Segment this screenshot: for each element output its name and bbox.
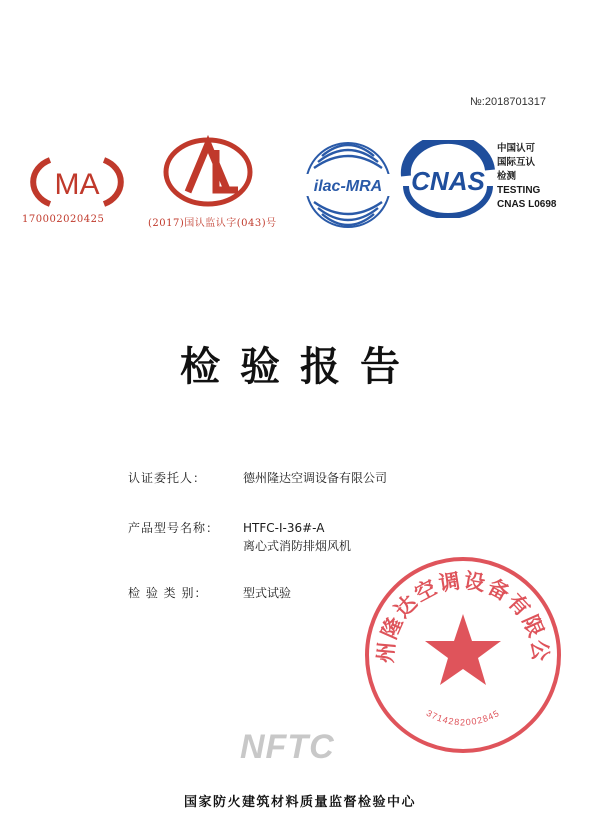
nftc-watermark: NFTC — [240, 728, 335, 766]
product-label: 产品型号名称： — [128, 521, 220, 535]
product-field — [128, 519, 351, 555]
inspection-type-field — [128, 584, 291, 601]
cnas-logo — [398, 140, 498, 218]
product-value — [243, 519, 351, 555]
client-value: 德州隆达空调设备有限公司 — [243, 471, 388, 485]
inspection-type-value: 型式试验 — [243, 586, 292, 600]
cma-logo — [30, 150, 124, 212]
cal-number: (2017)国认监认字(043)号 — [148, 218, 277, 229]
cnas-line-1: 中国认可 — [497, 143, 536, 154]
client-label: 认证委托人： — [128, 471, 207, 485]
inspection-type-label: 检 验 类 别： — [128, 586, 208, 600]
cnas-line-2: 国际互认 — [497, 157, 536, 168]
product-name: 离心式消防排烟风机 — [243, 539, 352, 553]
report-number: №:2018701317 — [470, 96, 547, 108]
cnas-line-4: TESTING — [497, 185, 541, 196]
cma-number: 170002020425 — [22, 214, 105, 225]
cnas-mark: CNAS — [411, 166, 485, 196]
cal-logo — [160, 132, 256, 208]
seal-code: 3714282002845 — [424, 707, 502, 728]
ilac-mark: ilac-MRA — [313, 178, 383, 195]
svg-text:3714282002845 — [425, 708, 502, 727]
product-model: HTFC-Ⅰ-36#-A — [243, 521, 325, 535]
page-title: 检验报告 — [180, 344, 420, 390]
seal-text: 州隆达空调设备有限公 — [373, 568, 553, 664]
issuing-organization: 国家防火建筑材料质量监督检验中心 — [183, 795, 416, 810]
company-seal — [360, 552, 566, 762]
cnas-accreditation-text — [497, 142, 597, 212]
cma-mark: MA — [54, 168, 100, 201]
cnas-line-5: CNAS L0698 — [497, 199, 557, 210]
client-field — [128, 469, 387, 486]
cnas-line-3: 检测 — [497, 171, 517, 182]
ilac-mra-logo — [300, 140, 396, 230]
